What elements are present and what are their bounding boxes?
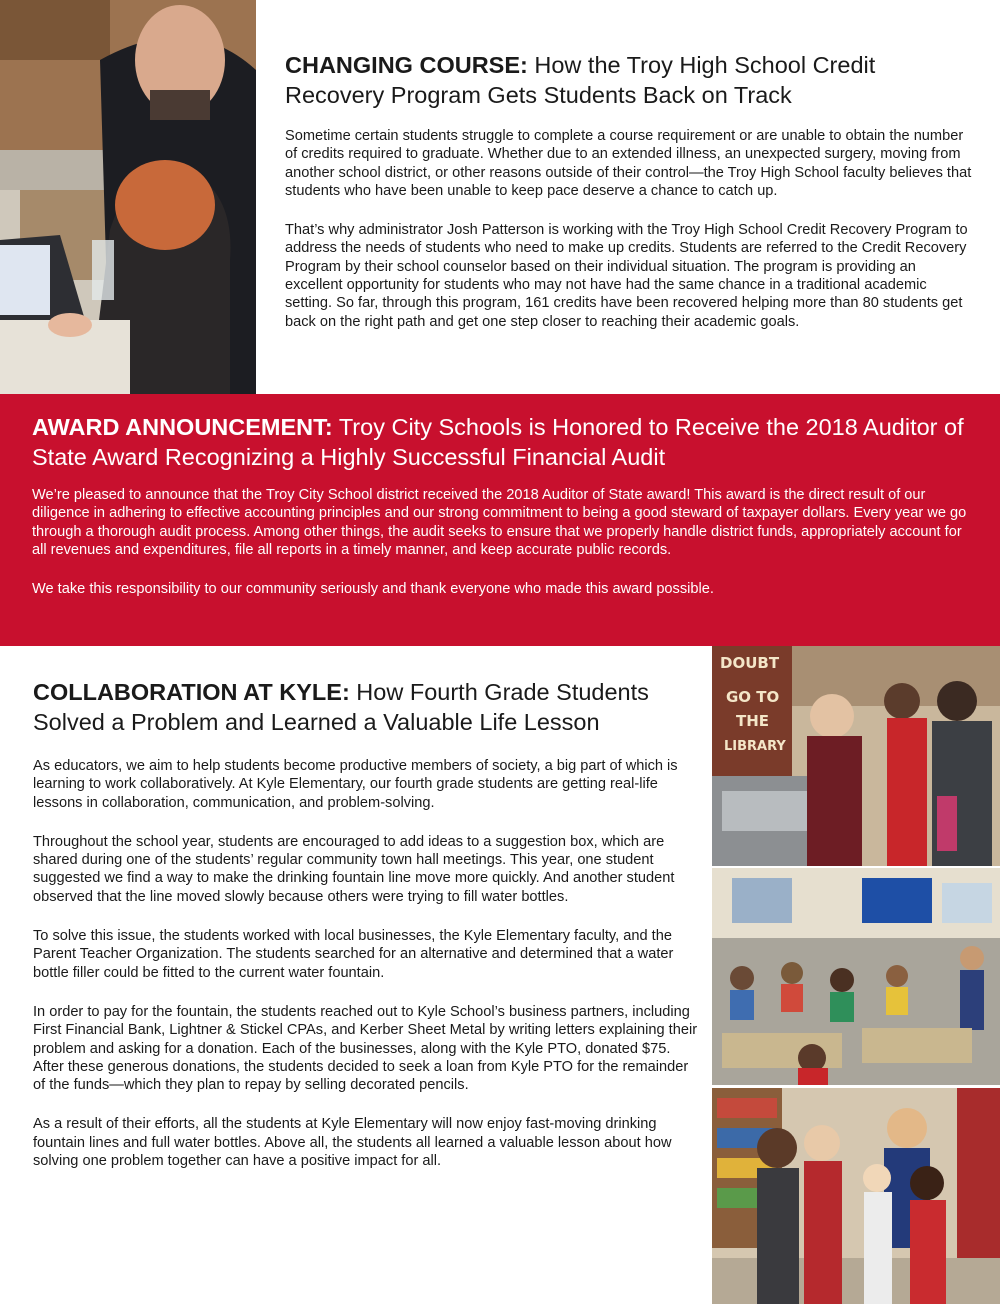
- article-paragraph: In order to pay for the fountain, the students reached out to Kyle School’s business partners, including First Financial Bank, Lightner & Stickel CPAs, and Kerber Sheet Metal by writing letters explaining their problem and asking for a donation. Each of the businesses, along with the Kyle PTO, donated $75. After these generous donations, the students decided to seek a loan from Kyle PTO for the remainder of the funds—which they plan to repay by selling decorated pencils.: [33, 1003, 698, 1094]
- article-paragraph: That’s why administrator Josh Patterson is working with the Troy High School Credit Recovery Program to address the needs of students who need to make up credits. Students are referred to the Credit Recovery Program by their school counselor based on their individual situation. The program is providing an excellent opportunity for students who may not have had the same chance in a traditional academic setting. So far, through this program, 161 credits have been recovered helping more than 80 students get back on the right path and get one step closer to reaching their academic goals.: [285, 222, 968, 330]
- collaboration-article: [33, 677, 703, 1191]
- sign-text: THE: [736, 712, 770, 730]
- article-paragraph: As a result of their efforts, all the students at Kyle Elementary will now enjoy fast-moving drinking fountain lines and full water bottles. Above all, the students all learned a valuable lesson about how solving one problem together can have a positive impact for all.: [33, 1116, 672, 1170]
- article-paragraph: As educators, we aim to help students become productive members of society, a big part of which is learning to work collaboratively. At Kyle Elementary, our fourth grade students are getting real-life lessons in collaboration, communication, and problem-solving.: [33, 758, 678, 811]
- award-heading: [32, 412, 980, 472]
- heading-label: CHANGING COURSE:: [285, 52, 528, 78]
- photo-students-at-water-fountain: [712, 646, 1000, 866]
- sign-text: LIBRARY: [724, 739, 786, 754]
- article-paragraph: We take this responsibility to our community seriously and thank everyone who made this award possible.: [32, 581, 714, 598]
- heading-subtitle: How the Troy High School Credit Recovery Program Gets Students Back on Track: [285, 52, 876, 108]
- heading-subtitle: How Fourth Grade Students Solved a Problem and Learned a Valuable Life Lesson: [33, 679, 649, 735]
- photo-teacher-and-student-at-laptop: [0, 0, 256, 394]
- article-paragraph: Throughout the school year, students are encouraged to add ideas to a suggestion box, which are shared during one of the students’ regular community town hall meetings. This year, one student suggested we find a way to make the drinking fountain line move more quickly. And another student observed that the line moved slowly because others were trying to fill water bottles.: [33, 833, 675, 905]
- photo-classroom-meeting: [712, 868, 1000, 1085]
- sign-text: GO TO: [726, 688, 780, 706]
- credit-recovery-heading: [285, 50, 975, 110]
- sign-text: DOUBT: [720, 654, 780, 672]
- article-paragraph: To solve this issue, the students worked with local businesses, the Kyle Elementary faculty, and the Parent Teacher Organization. The students searched for an alternative and determined that a water bottle filler could be fitted to the current water fountain.: [33, 928, 674, 981]
- credit-recovery-article: [285, 50, 975, 352]
- heading-label: AWARD ANNOUNCEMENT:: [32, 414, 333, 440]
- photo-students-with-teacher: [712, 1088, 1000, 1304]
- heading-label: COLLABORATION AT KYLE:: [33, 679, 350, 705]
- collaboration-heading: [33, 677, 703, 737]
- article-paragraph: Sometime certain students struggle to complete a course requirement or are unable to obtain the number of credits required to graduate. Whether due to an extended illness, an unexpected surgery, moving from another school district, or other reasons outside of their control—the Troy High School faculty believes that students who have been unable to keep pace deserve a chance to catch up.: [285, 128, 972, 199]
- award-announcement-banner: [0, 394, 1000, 646]
- heading-subtitle: Troy City Schools is Honored to Receive the 2018 Auditor of State Award Recognizing a Highly Successful Financial Audit: [32, 414, 964, 470]
- article-paragraph: We’re pleased to announce that the Troy City School district received the 2018 Auditor of State award! This award is the direct result of our diligence in adhering to effective accounting principles and our strong commitment to being a good steward of taxpayer dollars. Every year we go through a thorough audit process. Among other things, the audit seeks to ensure that we properly handle district funds, appropriately account for all revenues and expenditures, file all reports in a timely manner, and keep accurate public records.: [32, 487, 967, 558]
